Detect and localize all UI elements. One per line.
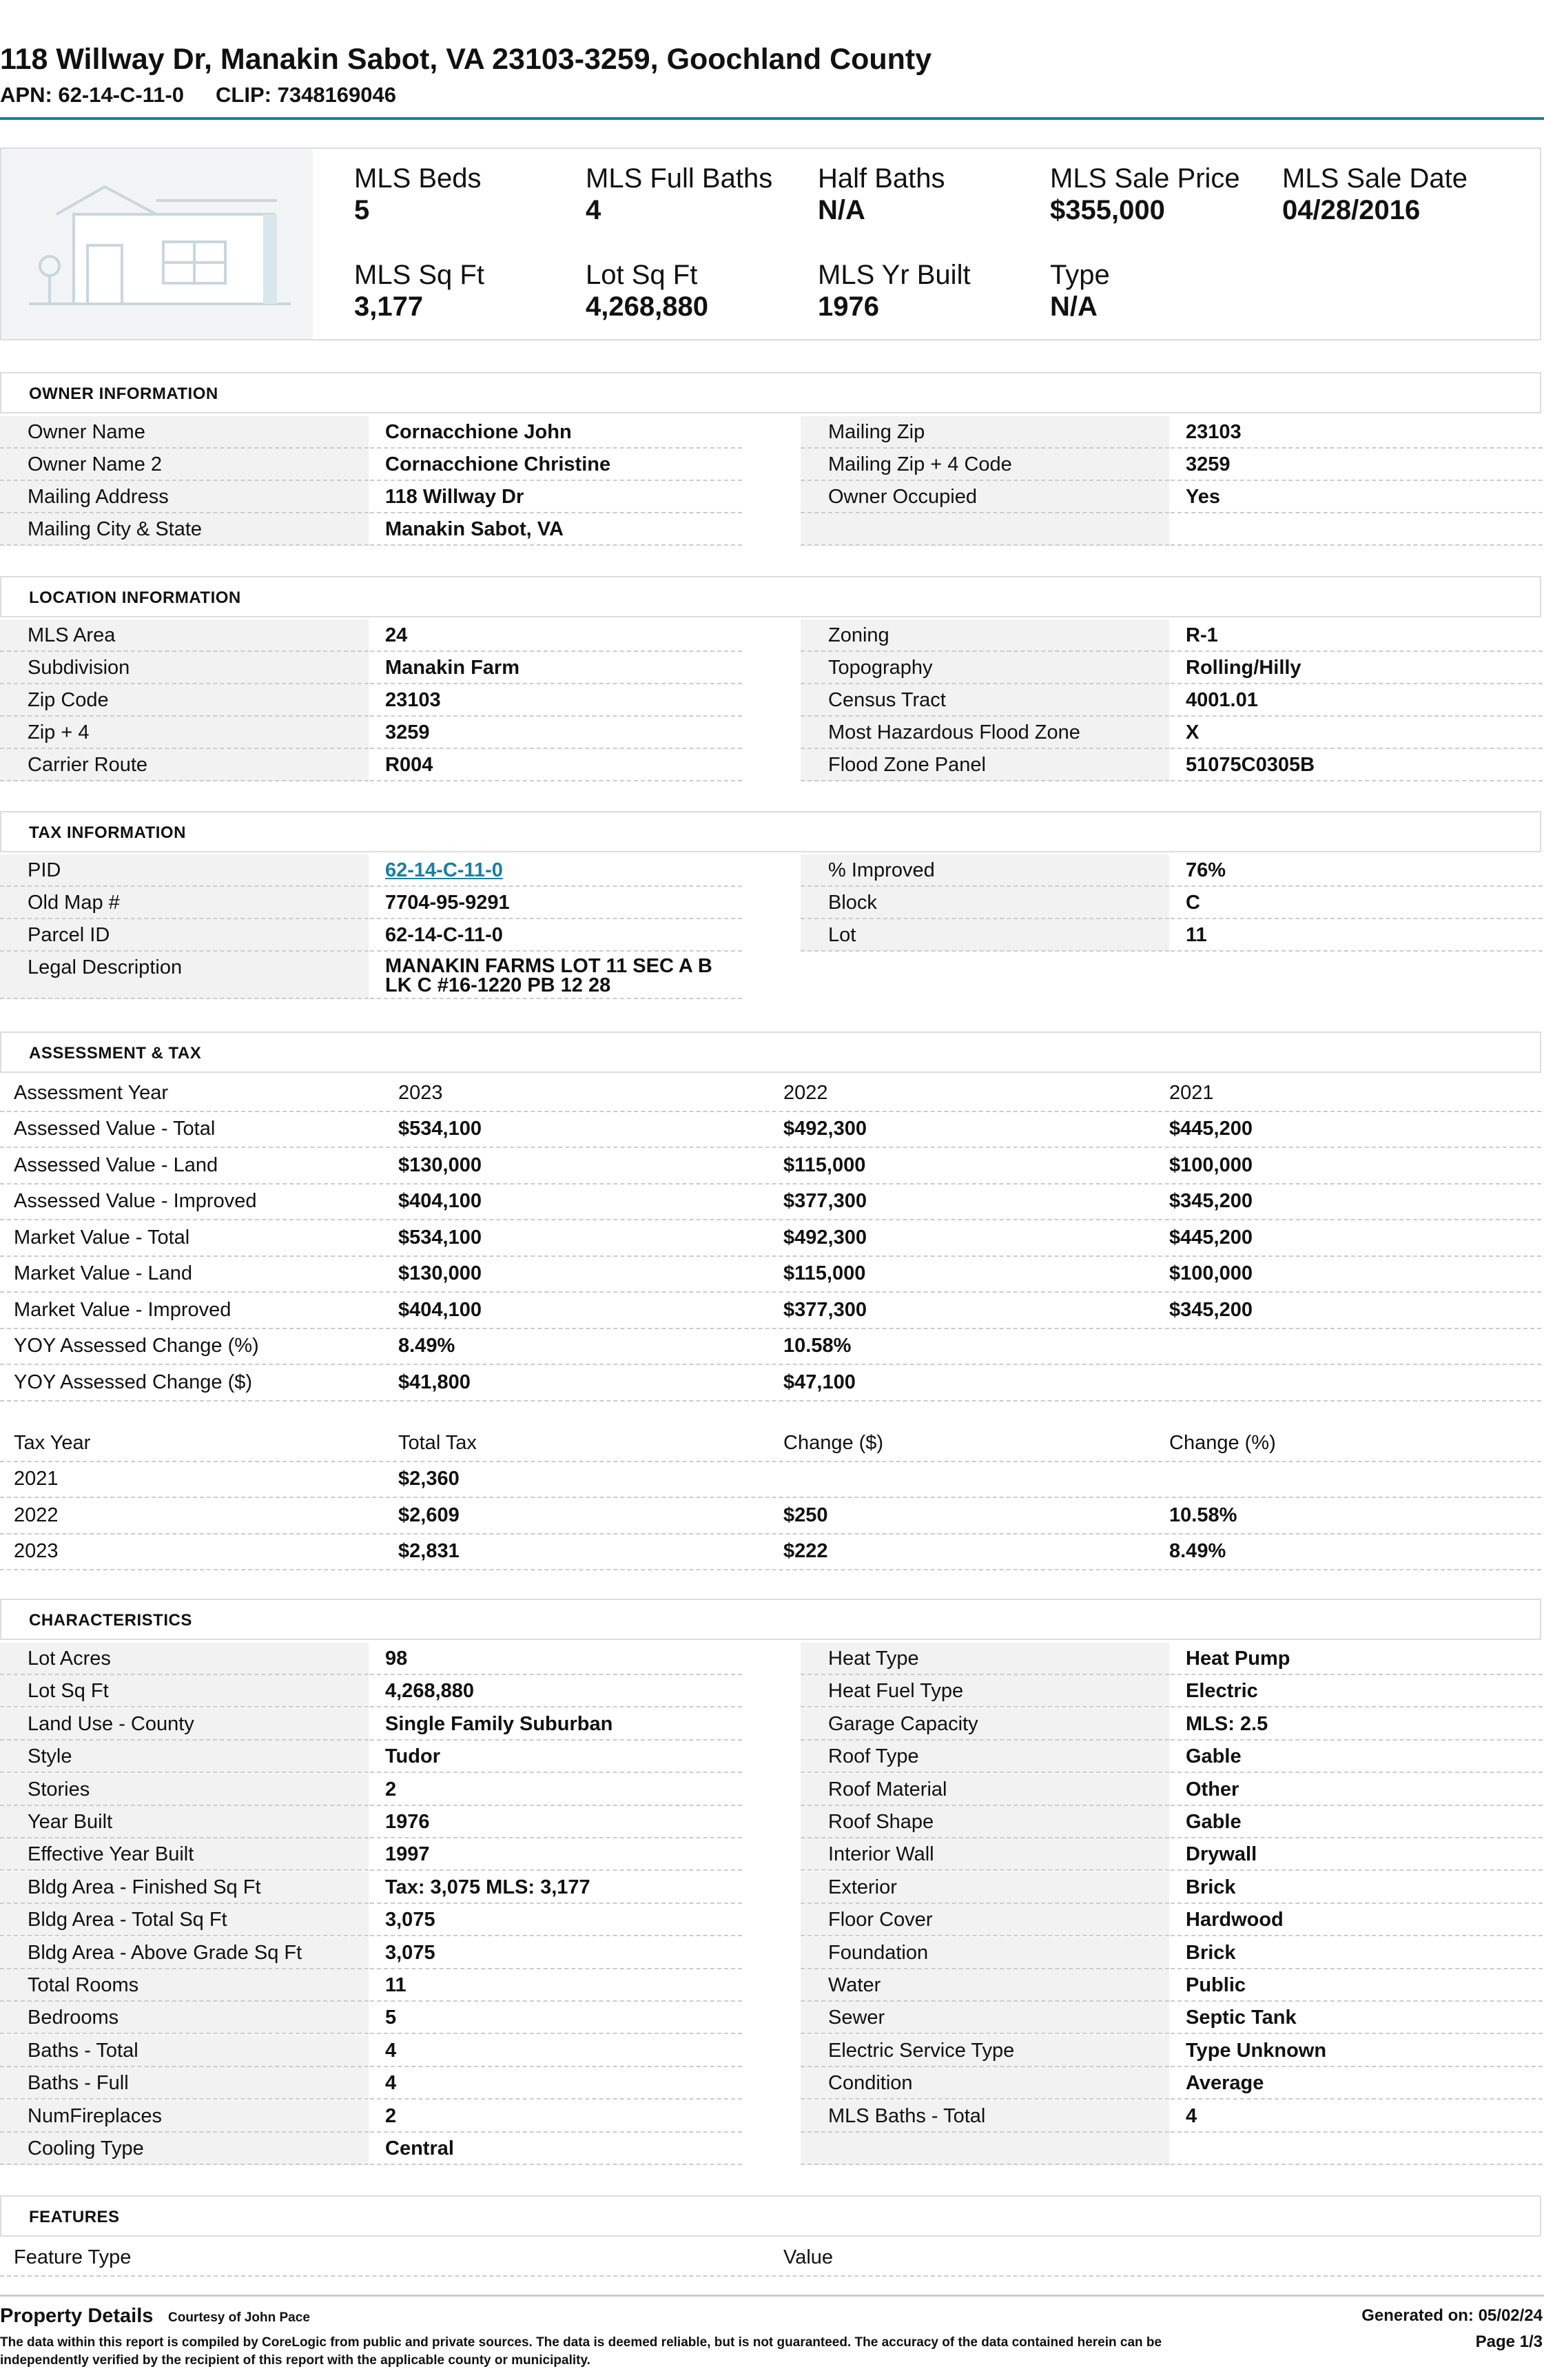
info-row-value: Manakin Sabot, VA bbox=[385, 518, 564, 540]
summary-stat-label: Half Baths bbox=[818, 163, 945, 194]
info-row-value: 23103 bbox=[385, 689, 441, 711]
info-row-value: 3,075 bbox=[385, 1941, 435, 1964]
table-row bbox=[0, 1147, 1541, 1184]
info-row-label: Roof Material bbox=[828, 1778, 947, 1801]
table-cell: $2,360 bbox=[398, 1468, 460, 1490]
info-row-label: Cooling Type bbox=[28, 2137, 144, 2160]
summary-stat bbox=[1282, 163, 1510, 226]
info-row-value: R004 bbox=[385, 754, 433, 776]
info-row-value: 4001.01 bbox=[1186, 689, 1258, 711]
table-cell: $377,300 bbox=[783, 1298, 867, 1321]
table-row bbox=[0, 1255, 1541, 1293]
report-footer bbox=[0, 2295, 1544, 2380]
summary-stat-label: MLS Sale Date bbox=[1282, 163, 1468, 194]
header-divider bbox=[0, 117, 1544, 120]
table-cell: Value bbox=[783, 2246, 834, 2268]
info-row-label: Mailing Zip bbox=[828, 421, 925, 443]
info-row-label: Parcel ID bbox=[28, 924, 110, 946]
table-cell: $445,200 bbox=[1169, 1118, 1253, 1140]
info-row-label: Style bbox=[28, 1745, 72, 1768]
table-cell: $115,000 bbox=[783, 1262, 866, 1284]
table-cell: 2022 bbox=[783, 1082, 828, 1104]
features-section-header bbox=[0, 2195, 1541, 2237]
info-row-value: 2 bbox=[385, 2104, 397, 2127]
table-cell: $345,200 bbox=[1169, 1298, 1253, 1321]
info-row-value: 7704-95-9291 bbox=[385, 892, 510, 914]
property-address-title: 118 Willway Dr, Manakin Sabot, VA 23103-3259, Goochland County bbox=[0, 43, 932, 76]
summary-stat-value: $355,000 bbox=[1050, 195, 1165, 225]
info-row-label: Bldg Area - Above Grade Sq Ft bbox=[28, 1941, 302, 1964]
info-row-value: 4 bbox=[1186, 2104, 1197, 2127]
info-row-value: Septic Tank bbox=[1186, 2007, 1297, 2029]
table-cell: Market Value - Total bbox=[14, 1226, 190, 1249]
info-row-value: Drywall bbox=[1186, 1843, 1257, 1866]
info-row-label: Roof Shape bbox=[828, 1811, 934, 1833]
location-section-header bbox=[0, 576, 1541, 617]
table-cell: $2,831 bbox=[398, 1540, 460, 1562]
summary-stat-label: MLS Full Baths bbox=[586, 163, 773, 194]
info-row-label: Electric Service Type bbox=[828, 2039, 1015, 2062]
info-row-label: Sewer bbox=[828, 2007, 885, 2029]
info-row-value: Gable bbox=[1186, 1745, 1242, 1768]
summary-stat-value: 4 bbox=[586, 195, 601, 225]
info-row-label: PID bbox=[28, 859, 61, 881]
section-heading: ASSESSMENT & TAX bbox=[29, 1044, 202, 1063]
table-cell: Market Value - Land bbox=[14, 1262, 192, 1284]
table-cell: 2023 bbox=[398, 1082, 443, 1104]
info-row-label: NumFireplaces bbox=[28, 2104, 162, 2127]
info-row-label: Zip + 4 bbox=[28, 721, 90, 743]
footer-courtesy: Courtesy of John Pace bbox=[168, 2310, 310, 2325]
info-row-label: Mailing Zip + 4 Code bbox=[828, 453, 1012, 475]
table-cell: 2023 bbox=[14, 1540, 59, 1562]
table-header-row bbox=[0, 1075, 1541, 1112]
apn-label: APN: 62-14-C-11-0 bbox=[0, 83, 185, 107]
table-cell: $115,000 bbox=[783, 1153, 866, 1176]
info-row-label: Census Tract bbox=[828, 689, 946, 711]
table-cell: $345,200 bbox=[1169, 1190, 1253, 1212]
footer-title: Property Details bbox=[0, 2305, 154, 2327]
table-cell: $404,100 bbox=[398, 1190, 482, 1212]
summary-stat bbox=[586, 163, 813, 226]
table-cell: 8.49% bbox=[1169, 1540, 1226, 1562]
property-summary-card bbox=[0, 147, 1541, 340]
info-row-label: Legal Description bbox=[28, 956, 183, 978]
info-row-label: Carrier Route bbox=[28, 754, 148, 776]
info-row-label: Bldg Area - Finished Sq Ft bbox=[28, 1876, 261, 1898]
info-row-label: Topography bbox=[828, 657, 933, 679]
info-row-value: 4,268,880 bbox=[385, 1680, 475, 1703]
table-cell: YOY Assessed Change ($) bbox=[14, 1371, 253, 1393]
summary-stat-value: N/A bbox=[1050, 291, 1098, 322]
info-row-value: Rolling/Hilly bbox=[1186, 657, 1301, 679]
info-row-label: Lot bbox=[828, 924, 856, 946]
info-row-label: Block bbox=[828, 892, 877, 914]
info-row-value: 62-14-C-11-0 bbox=[385, 924, 503, 946]
info-row-label: Exterior bbox=[828, 1876, 897, 1898]
info-row-value: Hardwood bbox=[1186, 1909, 1284, 1931]
info-row-value: C bbox=[1186, 892, 1200, 914]
table-cell: Assessed Value - Total bbox=[14, 1118, 216, 1140]
summary-stat-label: Lot Sq Ft bbox=[586, 260, 698, 290]
info-row-label: Condition bbox=[828, 2072, 913, 2095]
info-row-label: Subdivision bbox=[28, 657, 130, 679]
info-row-label: Flood Zone Panel bbox=[828, 754, 986, 776]
summary-stat bbox=[818, 259, 1045, 322]
info-row-value: X bbox=[1186, 721, 1200, 743]
table-cell: $2,609 bbox=[398, 1504, 460, 1526]
table-cell: Feature Type bbox=[14, 2246, 132, 2268]
info-row-label: Lot Acres bbox=[28, 1648, 111, 1670]
info-row-label: Owner Name 2 bbox=[28, 453, 163, 475]
info-row-value: 118 Willway Dr bbox=[385, 486, 524, 508]
table-cell: $445,200 bbox=[1169, 1226, 1253, 1249]
info-row-value: 1976 bbox=[385, 1811, 430, 1833]
table-row bbox=[0, 1497, 1541, 1535]
table-cell: 2021 bbox=[14, 1468, 59, 1490]
info-row-label: Effective Year Built bbox=[28, 1843, 194, 1866]
summary-stat-label: MLS Beds bbox=[354, 163, 482, 194]
table-cell: $404,100 bbox=[398, 1298, 482, 1321]
info-row-label: Bedrooms bbox=[28, 2007, 119, 2029]
table-header-row bbox=[0, 1425, 1541, 1462]
summary-stat bbox=[586, 259, 813, 322]
info-row-label: Zip Code bbox=[28, 689, 109, 711]
info-row-label: MLS Area bbox=[28, 624, 116, 646]
features-header-row bbox=[0, 2239, 1541, 2277]
table-cell: 10.58% bbox=[1169, 1504, 1237, 1526]
info-row-label: Old Map # bbox=[28, 892, 120, 914]
table-row bbox=[0, 1364, 1541, 1402]
summary-stat-label: MLS Yr Built bbox=[818, 260, 971, 290]
table-cell: Tax Year bbox=[14, 1432, 91, 1454]
info-row-label: Water bbox=[828, 1974, 881, 1996]
table-cell: $534,100 bbox=[398, 1226, 482, 1249]
info-row-value: Central bbox=[385, 2137, 454, 2160]
table-cell: Assessment Year bbox=[14, 1082, 169, 1104]
table-cell: YOY Assessed Change (%) bbox=[14, 1335, 259, 1357]
info-row-value: 5 bbox=[385, 2007, 397, 2029]
info-row-value: 4 bbox=[385, 2072, 397, 2095]
info-row-label: Most Hazardous Flood Zone bbox=[828, 721, 1080, 743]
info-row-value: Brick bbox=[1186, 1876, 1236, 1898]
table-cell: Change (%) bbox=[1169, 1432, 1276, 1454]
table-cell: $130,000 bbox=[398, 1262, 482, 1284]
table-cell: Assessed Value - Improved bbox=[14, 1190, 257, 1212]
info-row-label: Heat Type bbox=[828, 1648, 919, 1670]
info-row-value: Tudor bbox=[385, 1745, 440, 1768]
summary-stat-value: 3,177 bbox=[354, 291, 424, 322]
info-row-label: Stories bbox=[28, 1778, 90, 1801]
generated-date: Generated on: 05/02/24 bbox=[1361, 2306, 1543, 2325]
info-row-value: 2 bbox=[385, 1778, 397, 1801]
info-row-value: 3,075 bbox=[385, 1909, 435, 1931]
summary-stat-label: MLS Sq Ft bbox=[354, 260, 484, 290]
page-number: Page 1/3 bbox=[1475, 2332, 1543, 2351]
info-row-label: Owner Occupied bbox=[828, 486, 977, 508]
summary-stat-value: 4,268,880 bbox=[586, 291, 708, 322]
info-row-label: % Improved bbox=[828, 859, 935, 881]
summary-stat-value: 1976 bbox=[818, 291, 879, 322]
info-row-value: 3259 bbox=[385, 721, 430, 743]
table-cell: Market Value - Improved bbox=[14, 1298, 231, 1321]
section-heading: OWNER INFORMATION bbox=[29, 384, 218, 403]
table-cell: $100,000 bbox=[1169, 1153, 1253, 1176]
info-row-value: 3259 bbox=[1186, 453, 1231, 475]
info-row-value: 24 bbox=[385, 624, 408, 646]
info-row-value: 23103 bbox=[1186, 421, 1242, 443]
info-row-label: Foundation bbox=[828, 1941, 929, 1964]
table-cell: $130,000 bbox=[398, 1153, 482, 1176]
tax-section-header bbox=[0, 811, 1541, 852]
info-row-label: Land Use - County bbox=[28, 1712, 194, 1735]
info-row-label: Interior Wall bbox=[828, 1843, 934, 1866]
clip-label: CLIP: 7348169046 bbox=[216, 83, 397, 107]
info-row-value: 98 bbox=[385, 1648, 408, 1670]
info-row-value: Manakin Farm bbox=[385, 657, 519, 679]
house-placeholder-icon bbox=[1, 149, 313, 339]
info-row-label: Total Rooms bbox=[28, 1974, 139, 1996]
footer-disclaimer: The data within this report is compiled by CoreLogic from public and private sources. The data is deemed reliable, but is not guaranteed. The accuracy of the data contained herein can be independently verified by the recipient of this report with the applicable county or municipality. bbox=[0, 2335, 1162, 2368]
info-row-value: Heat Pump bbox=[1186, 1648, 1290, 1670]
table-cell: $492,300 bbox=[783, 1226, 867, 1249]
table-cell: $377,300 bbox=[783, 1190, 867, 1212]
info-row-label: Floor Cover bbox=[828, 1909, 933, 1931]
table-row bbox=[0, 1111, 1541, 1148]
info-row-value: 51075C0305B bbox=[1186, 754, 1315, 776]
info-row-value: Brick bbox=[1186, 1941, 1236, 1964]
table-cell: 8.49% bbox=[398, 1335, 455, 1357]
info-row-label: Zoning bbox=[828, 624, 889, 646]
summary-stat-value: N/A bbox=[818, 195, 865, 225]
section-heading: FEATURES bbox=[29, 2208, 120, 2226]
section-heading: CHARACTERISTICS bbox=[29, 1611, 192, 1630]
table-cell: 10.58% bbox=[783, 1335, 852, 1357]
info-row-label: Mailing Address bbox=[28, 486, 169, 508]
summary-stat bbox=[354, 163, 581, 226]
info-row-label: Roof Type bbox=[828, 1745, 919, 1768]
info-row-value: Yes bbox=[1186, 486, 1220, 508]
info-row-label: Bldg Area - Total Sq Ft bbox=[28, 1909, 227, 1931]
summary-stat bbox=[818, 163, 1045, 226]
info-row-label: Baths - Full bbox=[28, 2072, 129, 2095]
info-row-value: Tax: 3,075 MLS: 3,177 bbox=[385, 1876, 590, 1898]
info-row-label: Mailing City & State bbox=[28, 518, 203, 540]
table-cell: $250 bbox=[783, 1504, 828, 1526]
table-row bbox=[0, 1220, 1541, 1257]
info-row-label: Baths - Total bbox=[28, 2039, 138, 2062]
summary-stat-label: MLS Sale Price bbox=[1050, 163, 1240, 194]
info-row-value: 11 bbox=[1186, 924, 1207, 946]
table-cell: 2022 bbox=[14, 1504, 59, 1526]
info-row-value: Cornacchione John bbox=[385, 421, 572, 443]
table-cell: $47,100 bbox=[783, 1371, 856, 1393]
info-row-value: MANAKIN FARMS LOT 11 SEC A B LK C #16-1220 PB 12 28 bbox=[385, 955, 712, 996]
owner-section-header bbox=[0, 372, 1541, 413]
info-row-value: 4 bbox=[385, 2039, 397, 2062]
table-row bbox=[0, 1533, 1541, 1570]
summary-stat bbox=[354, 259, 581, 322]
info-row-label: Year Built bbox=[28, 1811, 113, 1833]
info-row-value: 11 bbox=[385, 1974, 406, 1996]
table-row bbox=[0, 1461, 1541, 1498]
table-cell: $41,800 bbox=[398, 1371, 471, 1393]
summary-stat-value: 5 bbox=[354, 195, 370, 225]
table-row bbox=[0, 1292, 1541, 1329]
pid-link[interactable]: 62-14-C-11-0 bbox=[385, 859, 503, 881]
info-row-value: Other bbox=[1186, 1778, 1239, 1801]
table-cell: $222 bbox=[783, 1540, 828, 1562]
report-header bbox=[0, 41, 1544, 109]
info-row-value: Cornacchione Christine bbox=[385, 453, 611, 475]
summary-stat-value: 04/28/2016 bbox=[1282, 195, 1421, 225]
characteristics-section-header bbox=[0, 1599, 1541, 1640]
table-cell: Change ($) bbox=[783, 1432, 884, 1454]
info-row-label: Heat Fuel Type bbox=[828, 1680, 964, 1703]
info-row-value: Public bbox=[1186, 1974, 1246, 1996]
info-row-label: Lot Sq Ft bbox=[28, 1680, 109, 1703]
info-row-value: Single Family Suburban bbox=[385, 1712, 613, 1735]
summary-stat bbox=[1050, 259, 1277, 322]
summary-stat-label: Type bbox=[1050, 260, 1110, 290]
table-cell: $100,000 bbox=[1169, 1262, 1253, 1284]
table-cell: Assessed Value - Land bbox=[14, 1153, 218, 1176]
info-row-value: R-1 bbox=[1186, 624, 1218, 646]
info-row-value: Electric bbox=[1186, 1680, 1258, 1703]
info-row-value: Gable bbox=[1186, 1811, 1242, 1833]
table-cell: Total Tax bbox=[398, 1432, 477, 1454]
table-row bbox=[0, 1183, 1541, 1220]
section-heading: TAX INFORMATION bbox=[29, 823, 186, 842]
info-row-value: 1997 bbox=[385, 1843, 430, 1866]
summary-stat bbox=[1050, 163, 1277, 226]
table-cell: 2021 bbox=[1169, 1082, 1214, 1104]
section-heading: LOCATION INFORMATION bbox=[29, 588, 241, 607]
info-row-value: 76% bbox=[1186, 859, 1226, 881]
info-row-value: MLS: 2.5 bbox=[1186, 1712, 1268, 1735]
table-cell: $492,300 bbox=[783, 1118, 867, 1140]
info-row-label: Owner Name bbox=[28, 421, 145, 443]
property-ids bbox=[0, 81, 1544, 109]
info-row-value: Type Unknown bbox=[1186, 2039, 1327, 2062]
info-row-value: Average bbox=[1186, 2072, 1264, 2095]
assessment-section-header bbox=[0, 1032, 1541, 1073]
table-cell: $534,100 bbox=[398, 1118, 482, 1140]
table-row bbox=[0, 1328, 1541, 1365]
info-row-label: Garage Capacity bbox=[828, 1712, 978, 1735]
info-row-label: MLS Baths - Total bbox=[828, 2104, 986, 2127]
